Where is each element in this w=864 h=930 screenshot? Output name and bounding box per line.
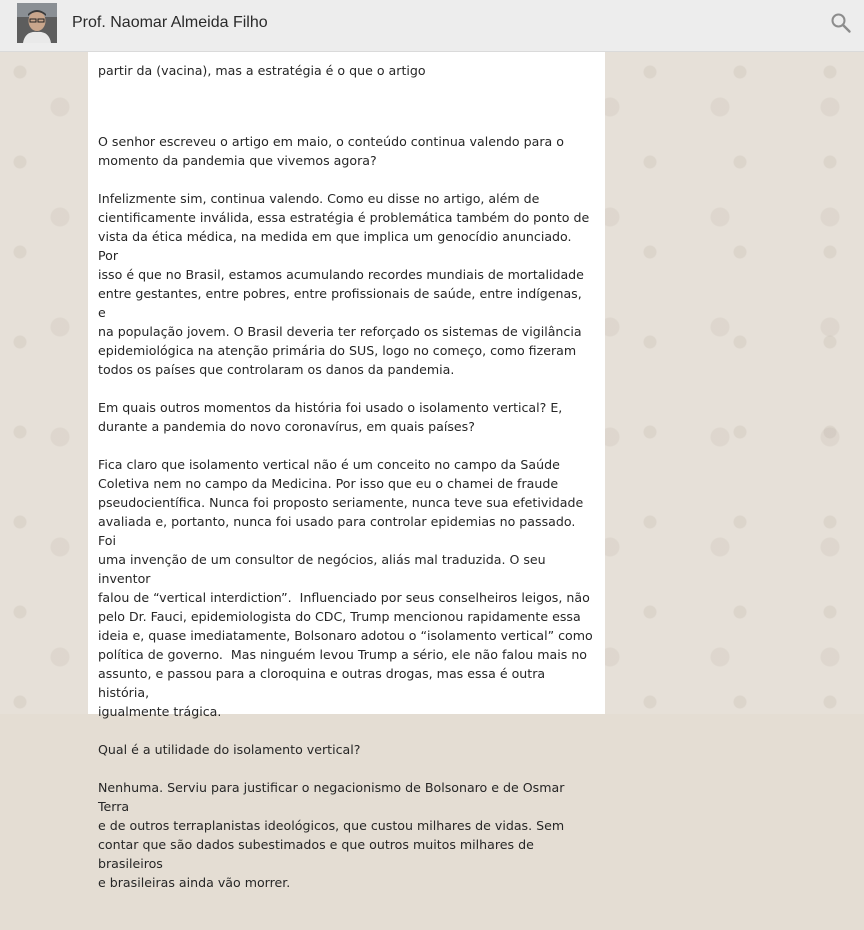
chat-header [0,0,864,52]
message-text-container [98,63,593,930]
partial-text-line: partir da (vacina), mas a estratégia é o que o artigo [98,63,426,78]
message-text: O senhor escreveu o artigo em maio, o conteúdo continua valendo para o momento da pandemia que vivemos agora? Infelizmente sim, continua valendo. Como eu disse no artigo, além de cientificamente inválida, essa estratégia é problemática também do ponto de vista da ética médica, na medida em que implica um genocídio anunciado. Por isso é que no Brasil, estamos acumulando recordes mundiais de mortalidade entre gestantes, entre pobres, entre profissionais de saúde, entre indígenas, e na população jovem. O Brasil deveria ter reforçado os sistemas de vigilância epidemiológica na atenção primária do SUS, logo no começo, como fizeram todos os países que controlaram os danos da pandemia. Em quais outros momentos da história foi usado o isolamento vertical? E, durante a pandemia do novo coronavírus, em quais países? Fica claro que isolamento vertical não é um conceito no campo da Saúde Coletiva nem no campo da Medicina. Por isso que eu o chamei de fraude pseudocientífica. Nunca foi proposto seriamente, nunca teve sua efetividade avaliada e, portanto, nunca foi usado para controlar epidemias no passado. Foi uma invenção de um consultor de negócios, aliás mal traduzida. O seu inventor falou de “vertical interdiction”. Influenciado por seus conselheiros leigos, não pelo Dr. Fauci, epidemiologista do CDC, Trump mencionou rapidamente essa ideia e, quase imediatamente, Bolsonaro adotou o “isolamento vertical” como política de governo. Mas ninguém levou Trump a sério, ele não falou mais no assunto, e passou para a cloroquina e outras drogas, mas essa é outra história, igualmente trágica. Qual é a utilidade do isolamento vertical? Nenhuma. Serviu para justificar o negacionismo de Bolsonaro e de Osmar Terra e de outros terraplanistas ideológicos, que custou milhares de vidas. Sem contar que são dados subestimados e que outros muitos milhares de brasileiros e brasileiras ainda vão morrer. [98,134,593,890]
search-icon[interactable] [830,12,852,34]
avatar-photo [17,3,57,43]
contact-name[interactable]: Prof. Naomar Almeida Filho [72,14,268,31]
contact-avatar[interactable] [17,3,57,43]
message-document [88,52,605,890]
